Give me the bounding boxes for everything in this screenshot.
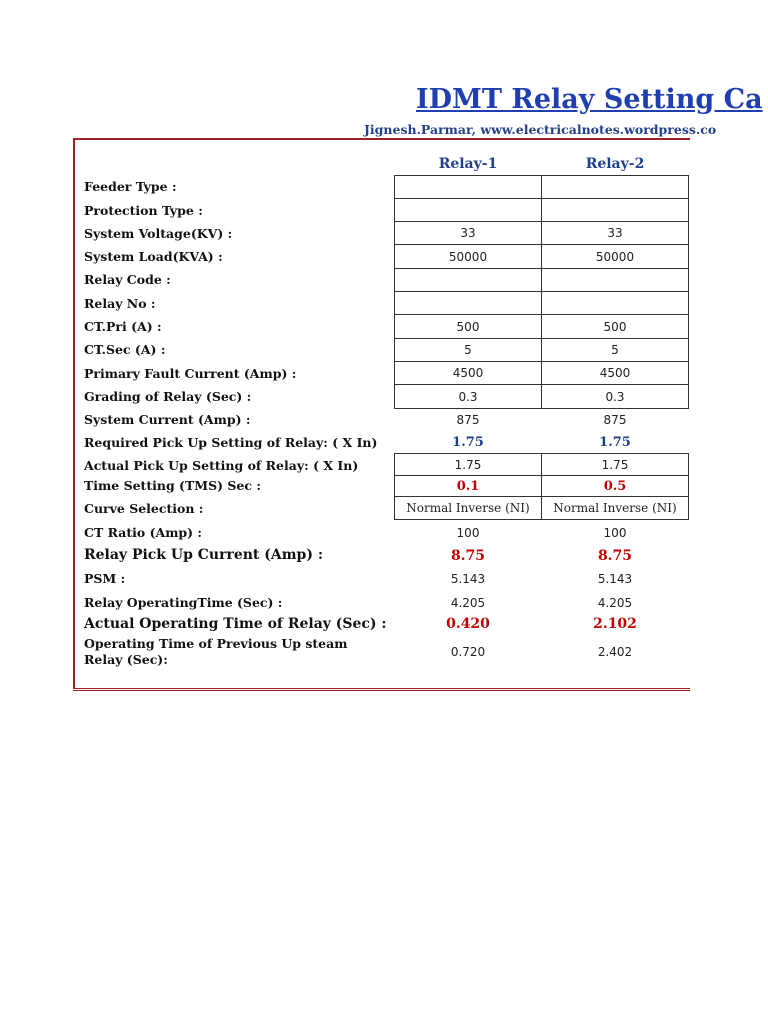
cell-relay1-system-voltage[interactable]: 33 — [394, 221, 542, 245]
cell-relay1-curve-selection[interactable]: Normal Inverse (NI) — [394, 496, 542, 520]
cell-relay2-psm: 5.143 — [597, 572, 633, 586]
cell-relay1-system-load[interactable]: 50000 — [394, 244, 542, 269]
cell-relay2-actual-operating-time: 2.102 — [593, 616, 637, 632]
row-label-time-setting: Time Setting (TMS) Sec : — [84, 478, 261, 493]
cell-relay1-previous-operating-time: 0.720 — [450, 645, 486, 659]
cell-relay1-grading[interactable]: 0.3 — [394, 384, 542, 409]
row-label-grading: Grading of Relay (Sec) : — [84, 389, 252, 404]
author-credit: Jignesh.Parmar, www.electricalnotes.wordpress.co — [364, 122, 717, 137]
cell-relay2-relay-code[interactable] — [541, 268, 689, 292]
row-label-relay-pickup-current: Relay Pick Up Current (Amp) : — [84, 547, 324, 563]
cell-relay1-relay-no[interactable] — [394, 291, 542, 315]
cell-relay1-relay-operating-time: 4.205 — [450, 596, 486, 610]
row-label-psm: PSM : — [84, 571, 126, 586]
row-label-protection-type: Protection Type : — [84, 203, 203, 218]
cell-relay2-grading[interactable]: 0.3 — [541, 384, 689, 409]
cell-relay2-relay-no[interactable] — [541, 291, 689, 315]
row-label-ct-pri: CT.Pri (A) : — [84, 319, 162, 334]
cell-relay1-feeder-type[interactable] — [394, 175, 542, 199]
column-header-relay-2: Relay-2 — [585, 156, 645, 172]
row-label-relay-code: Relay Code : — [84, 272, 171, 287]
row-label-actual-pickup: Actual Pick Up Setting of Relay: ( X In) — [84, 458, 359, 473]
row-label-system-load: System Load(KVA) : — [84, 249, 223, 264]
row-label-previous-operating-time: Operating Time of Previous Up steam Relay (Sec): — [84, 636, 348, 667]
row-label-ct-ratio: CT Ratio (Amp) : — [84, 525, 203, 540]
cell-relay1-ct-pri[interactable]: 500 — [394, 314, 542, 339]
cell-relay1-actual-pickup[interactable]: 1.75 — [394, 453, 542, 476]
row-label-system-voltage: System Voltage(KV) : — [84, 226, 233, 241]
row-label-system-current: System Current (Amp) : — [84, 412, 251, 427]
cell-relay1-relay-pickup-current: 8.75 — [450, 548, 486, 564]
cell-relay2-ct-pri[interactable]: 500 — [541, 314, 689, 339]
cell-relay2-curve-selection[interactable]: Normal Inverse (NI) — [541, 496, 689, 520]
cell-relay1-system-current: 875 — [456, 413, 480, 427]
row-label-primary-fault-current: Primary Fault Current (Amp) : — [84, 366, 297, 381]
cell-relay2-actual-pickup[interactable]: 1.75 — [541, 453, 689, 476]
cell-relay1-protection-type[interactable] — [394, 198, 542, 222]
cell-relay1-ct-ratio: 100 — [456, 526, 480, 540]
cell-relay1-actual-operating-time: 0.420 — [446, 616, 490, 632]
row-label-ct-sec: CT.Sec (A) : — [84, 342, 166, 357]
sheet-title: IDMT Relay Setting Ca — [416, 84, 763, 115]
cell-relay1-relay-code[interactable] — [394, 268, 542, 292]
cell-relay2-required-pickup: 1.75 — [599, 434, 631, 450]
cell-relay1-primary-fault-current[interactable]: 4500 — [394, 361, 542, 385]
cell-relay1-time-setting[interactable]: 0.1 — [394, 475, 542, 497]
cell-relay1-ct-sec[interactable]: 5 — [394, 338, 542, 362]
row-label-relay-operating-time: Relay OperatingTime (Sec) : — [84, 595, 283, 610]
cell-relay2-system-voltage[interactable]: 33 — [541, 221, 689, 245]
row-label-actual-operating-time: Actual Operating Time of Relay (Sec) : — [84, 616, 387, 632]
cell-relay2-primary-fault-current[interactable]: 4500 — [541, 361, 689, 385]
cell-relay2-ct-ratio: 100 — [603, 526, 627, 540]
cell-relay2-ct-sec[interactable]: 5 — [541, 338, 689, 362]
cell-relay2-relay-operating-time: 4.205 — [597, 596, 633, 610]
cell-relay2-system-load[interactable]: 50000 — [541, 244, 689, 269]
row-label-relay-no: Relay No : — [84, 296, 156, 311]
cell-relay2-system-current: 875 — [603, 413, 627, 427]
cell-relay2-time-setting[interactable]: 0.5 — [541, 475, 689, 497]
cell-relay2-previous-operating-time: 2.402 — [597, 645, 633, 659]
column-header-relay-1: Relay-1 — [438, 156, 498, 172]
cell-relay2-feeder-type[interactable] — [541, 175, 689, 199]
row-label-feeder-type: Feeder Type : — [84, 179, 177, 194]
cell-relay1-required-pickup: 1.75 — [452, 434, 484, 450]
row-label-required-pickup: Required Pick Up Setting of Relay: ( X In) — [84, 435, 378, 450]
cell-relay1-psm: 5.143 — [450, 572, 486, 586]
cell-relay2-relay-pickup-current: 8.75 — [597, 548, 633, 564]
table-frame-bottom — [73, 688, 690, 691]
row-label-curve-selection: Curve Selection : — [84, 501, 204, 516]
cell-relay2-protection-type[interactable] — [541, 198, 689, 222]
